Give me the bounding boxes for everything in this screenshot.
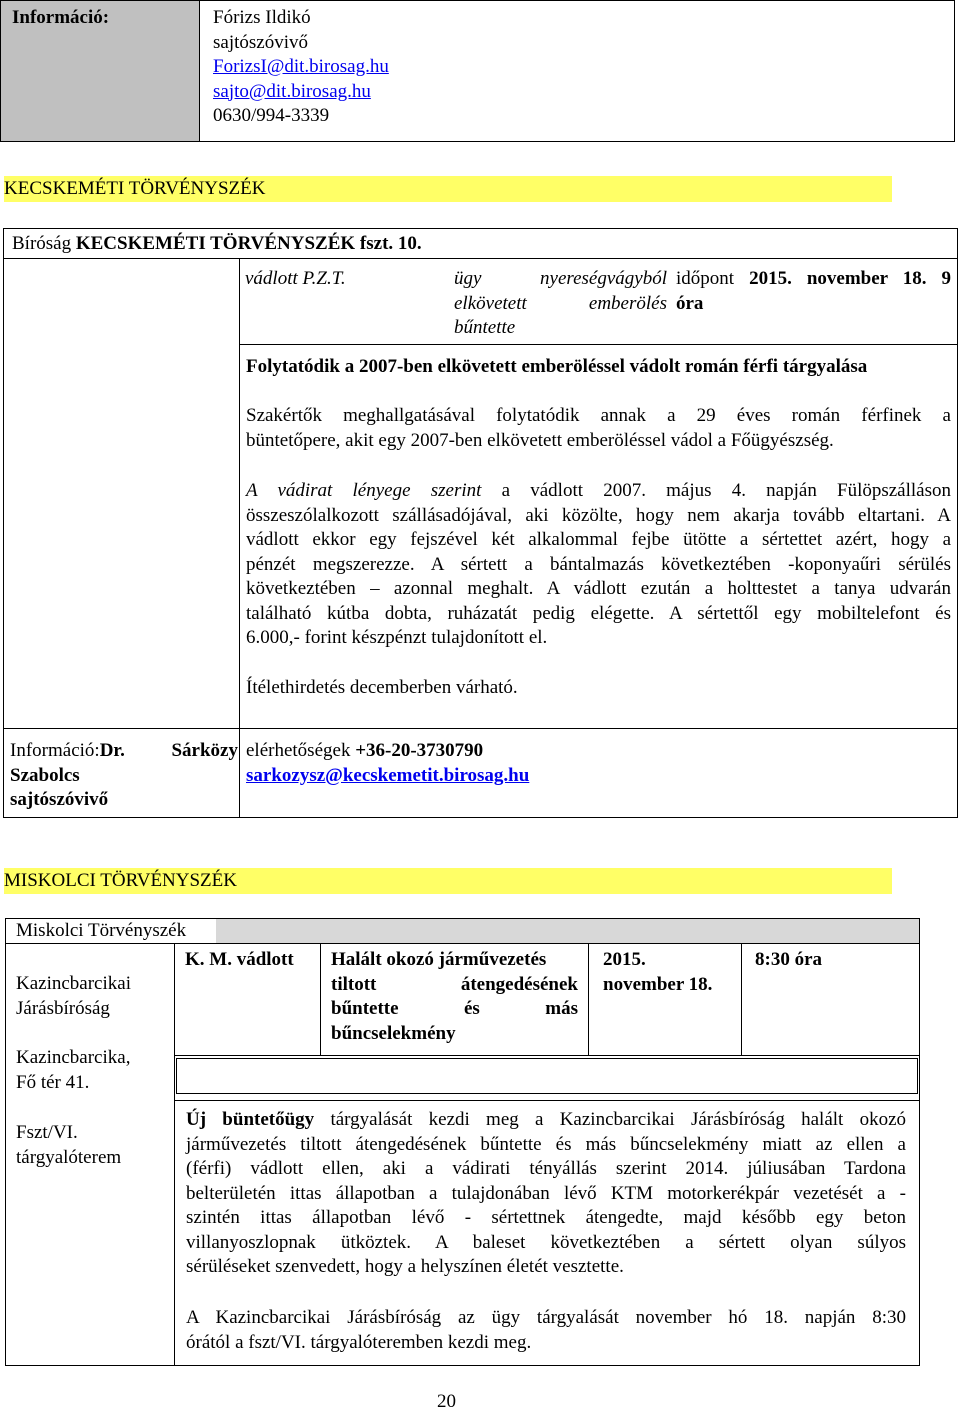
- time-value: 2015. november 18. 9: [749, 268, 952, 289]
- kecskemet-row-divider-3: [3, 728, 958, 729]
- kecskemet-col-divider: [239, 258, 240, 818]
- email-link-2[interactable]: sajto@dit.birosag.hu: [213, 80, 371, 102]
- miskolc-charge: [331, 948, 578, 1046]
- miskolc-col-divider: [174, 944, 175, 1366]
- miskolc-room: [16, 1121, 121, 1170]
- miskolc-para2: [186, 1306, 906, 1355]
- miskolc-banner: [4, 868, 892, 894]
- contact-phone: 0630/994-3339: [213, 105, 330, 126]
- kecskemet-case: [454, 267, 667, 341]
- kecskemet-row-divider: [3, 258, 958, 259]
- contact-email-link[interactable]: sarkozysz@kecskemetit.birosag.hu: [246, 764, 530, 786]
- para1-line: belterületén ittas állapotban a tulajdonában lévő KTM motorkerékpár vezetését a -: [186, 1182, 906, 1204]
- miskolc-address: [16, 1046, 130, 1095]
- info-divider: [199, 0, 200, 142]
- para1-line: villanyoszlopnak ütköztek. A baleset következtében a sértett olyan súlyos: [186, 1231, 906, 1253]
- kecskemet-banner: [4, 176, 892, 202]
- miskolc-header-fill: [216, 919, 919, 943]
- para2-last: órától a fszt/VI. tárgyalóteremben kezdi meg.: [186, 1331, 532, 1353]
- info-contact: [213, 6, 389, 129]
- contact-name-1: Dr. Sárközy: [99, 740, 238, 761]
- room-line: Fszt/VI.: [16, 1122, 78, 1143]
- para2-line: pénzét megszerezze. A sértett a bántalmazás következtében -koponyaűri sérülés: [246, 553, 951, 575]
- info-label: Információ:: [12, 7, 110, 28]
- miskolc-defendant: K. M. vádlott: [185, 949, 294, 970]
- contact-name: Fórizs Ildikó: [213, 7, 311, 28]
- miskolc-col-divider-2: [588, 944, 589, 1055]
- para1-line: járművezetés tiltott átengedésének bűntette és más bűncselekmény miatt az ellen a: [186, 1133, 906, 1155]
- court-line: Kazincbarcikai: [16, 973, 131, 994]
- para1-line: büntetőpere, akit egy 2007-ben elkövetett emberöléssel vádol a Főügyészség.: [246, 429, 834, 451]
- para2-last: 6.000,- forint készpénzt tulajdonított el.: [246, 627, 548, 648]
- charge-line: bűntette és más: [331, 998, 578, 1019]
- miskolc-header-divider: [6, 943, 919, 944]
- case-line-2: elkövetett: [454, 292, 527, 314]
- kecskemet-contact-left: [10, 739, 238, 813]
- miskolc-banner-text: MISKOLCI TÖRVÉNYSZÉK: [4, 870, 237, 891]
- para1-first-rest: tárgyalását kezdi meg a Kazincbarcikai Járásbíróság halált okozó: [330, 1109, 907, 1130]
- para2-italic: A vádirat lényege szerint: [246, 480, 482, 501]
- time-value-2: óra: [676, 292, 704, 314]
- para2-line: található kútba dobta, ruházatát pedig elégette. A sértettől egy mobiltelefont és: [246, 602, 951, 624]
- miskolc-empty-row: [176, 1058, 918, 1094]
- case-line-3: emberölés: [588, 292, 667, 314]
- charge-line: tiltott átengedésének: [331, 973, 578, 995]
- para1-bold: Új büntetőügy: [186, 1109, 315, 1130]
- court-name: KECSKEMÉTI TÖRVÉNYSZÉK fszt. 10.: [75, 233, 422, 254]
- email-link-1[interactable]: ForizsI@dit.birosag.hu: [213, 56, 389, 77]
- kecskemet-time: [676, 267, 951, 316]
- miskolc-col-divider-3: [741, 944, 742, 1055]
- time-label: időpont: [676, 268, 735, 289]
- para2-line: következtében – azonnal meghalt. A vádlott ezután a holttestet a tanya udvarán: [246, 578, 951, 599]
- date-line: november 18.: [603, 973, 713, 995]
- miskolc-court: [16, 972, 131, 1021]
- para2-line: összeszólalkozott szállásadójával, aki közölte, hogy nem akarja tovább eltartani. A: [246, 504, 951, 526]
- miskolc-header-text: Miskolci Törvényszék: [16, 920, 187, 941]
- para1-last: sérüléseket szenvedett, hogy a helyszínen életét vesztette.: [186, 1256, 624, 1277]
- miskolc-date: [603, 948, 712, 997]
- para1-line: (férfi) vádlott ellen, aki a vádirati tényállás szerint 2014. júliusában Tardona: [186, 1158, 906, 1179]
- date-line: 2015.: [603, 949, 646, 970]
- contact-label: Információ:: [10, 740, 100, 761]
- contact-reach-label: elérhetőségek: [246, 740, 351, 761]
- kecskemet-banner-text: KECSKEMÉTI TÖRVÉNYSZÉK: [4, 178, 266, 199]
- contact-role: sajtószóvivő: [10, 789, 109, 810]
- room-line: tárgyalóterem: [16, 1146, 122, 1168]
- kecskemet-row-divider-2: [239, 344, 958, 345]
- kecskemet-para3: Ítélethirdetés decemberben várható.: [246, 677, 518, 698]
- case-line-1: nyereségvágyból: [540, 268, 667, 289]
- kecskemet-contact-right: [246, 739, 529, 788]
- charge-line: bűncselekmény: [331, 1022, 456, 1044]
- miskolc-time: 8:30 óra: [755, 949, 823, 970]
- para2-line: vádlott ekkor egy fejszével két alkalommal fejbe ütötte a sértettet azért, hogy a: [246, 529, 951, 550]
- contact-role: sajtószóvivő: [213, 31, 308, 53]
- para1-line: szintén ittas állapotban lévő - sértettnek átengedte, majd később egy beton: [186, 1207, 906, 1228]
- address-line: Kazincbarcika,: [16, 1047, 131, 1068]
- address-line: Fő tér 41.: [16, 1071, 90, 1093]
- case-line-4: bűntette: [454, 317, 516, 338]
- page-number: 20: [437, 1391, 456, 1412]
- miskolc-header: [6, 919, 216, 943]
- kecskemet-defendant: vádlott P.Z.T.: [245, 268, 346, 289]
- para2-first-rest: a vádlott 2007. május 4. napján Fülöpszálláson: [501, 480, 952, 501]
- contact-name-2: Szabolcs: [10, 764, 80, 786]
- charge-line: Halált okozó járművezetés: [331, 949, 547, 970]
- kecskemet-headline: Folytatódik a 2007-ben elkövetett emberöléssel vádolt román férfi tárgyalása: [246, 356, 868, 377]
- kecskemet-court-line: [12, 232, 422, 257]
- case-word: ügy: [454, 268, 482, 289]
- miskolc-para1: [186, 1108, 906, 1280]
- kecskemet-para1: [246, 404, 951, 453]
- para1-line: Szakértők meghallgatásával folytatódik annak a 29 éves román férfinek a: [246, 405, 951, 426]
- kecskemet-para2: [246, 479, 951, 651]
- para2-line: A Kazincbarcikai Járásbíróság az ügy tárgyalását november hó 18. napján 8:30: [186, 1307, 906, 1328]
- contact-phone: +36-20-3730790: [355, 740, 484, 761]
- miskolc-row-divider-2: [174, 1100, 920, 1101]
- court-prefix: Bíróság: [12, 233, 72, 254]
- miskolc-row-divider: [174, 1055, 920, 1056]
- court-line: Járásbíróság: [16, 997, 110, 1019]
- miskolc-col-divider-1: [320, 944, 321, 1055]
